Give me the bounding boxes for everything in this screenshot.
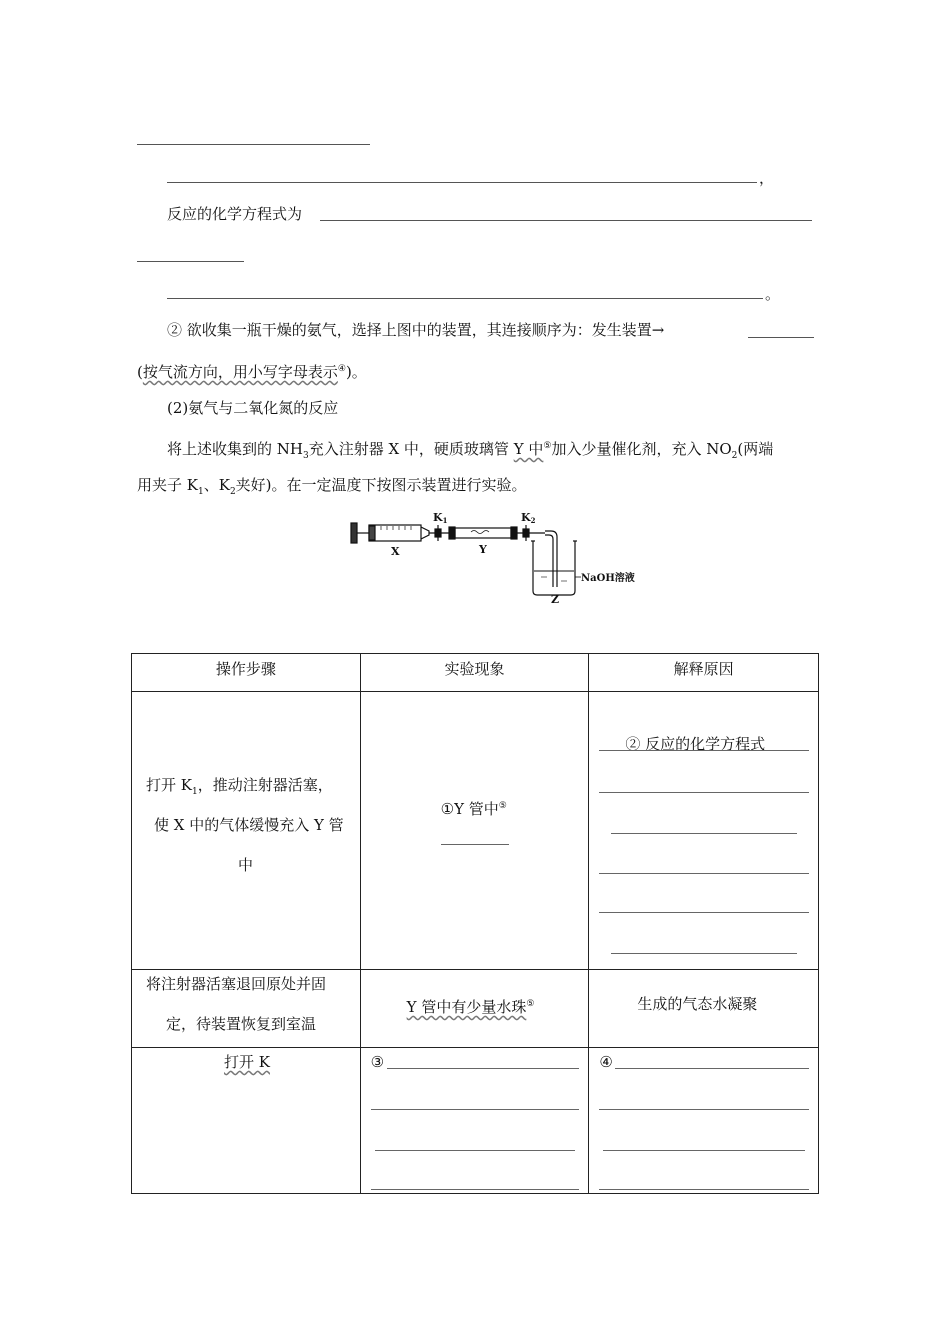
answer-blank-line[interactable] — [387, 1068, 579, 1069]
label-naoh: NaOH溶液 — [581, 573, 635, 584]
question-2-note: (按气流方向，用小写字母表示④)。 — [137, 363, 367, 381]
equation-blank-line-2[interactable] — [167, 298, 763, 299]
comma: ， — [759, 169, 775, 187]
paragraph-line-1: 将上述收集到的 $NH_3$充入注射器 X 中，硬质玻璃管 Y 中⑤加入少量催化剂，充入 $NO_2$(两端 — [167, 440, 774, 461]
label-z: Z — [551, 593, 560, 606]
answer-blank-line[interactable] — [371, 1189, 579, 1190]
answer-blank-line[interactable] — [599, 750, 809, 751]
equation-blank-line-cont[interactable] — [137, 261, 244, 262]
table-row — [132, 970, 819, 1048]
experiment-table — [131, 653, 819, 1194]
table-row — [132, 692, 819, 970]
header-cell: 实验现象 — [360, 654, 589, 692]
reason-cell: 生成的气态水凝聚 — [589, 970, 819, 1048]
beaker-z — [533, 541, 575, 595]
answer-blank-line[interactable] — [599, 1109, 809, 1110]
answer-blank-line[interactable] — [599, 912, 809, 913]
header-cell: 解释原因 — [589, 654, 819, 692]
phenomenon-cell: ③ — [360, 1048, 589, 1194]
label-k1: K1 — [433, 511, 448, 525]
apparatus-diagram — [345, 505, 645, 607]
answer-blank-line[interactable] — [615, 1068, 809, 1069]
equation-blank-line[interactable] — [320, 220, 812, 221]
paragraph-line-2: 用夹子 $K_1$、$K_2$夹好)。在一定温度下按图示装置进行实验。 — [137, 476, 527, 497]
label-y: Y — [479, 543, 487, 556]
answer-blank-line[interactable] — [371, 1109, 579, 1110]
answer-blank-line[interactable] — [375, 1150, 575, 1151]
answer-blank-line[interactable] — [167, 182, 757, 183]
glass-tube-y — [455, 528, 511, 538]
step-cell: 打开 $K_1$，推动注射器活塞， 使 X 中的气体缓慢充入 Y 管 中 — [132, 692, 361, 970]
answer-blank-line[interactable] — [137, 144, 370, 145]
header-cell: 操作步骤 — [132, 654, 361, 692]
question-2-text: ② 欲收集一瓶干燥的氨气，选择上图中的装置，其连接顺序为：发生装置→ — [167, 321, 665, 339]
answer-blank-line[interactable] — [611, 953, 797, 954]
answer-blank-line[interactable] — [441, 844, 509, 845]
answer-blank-line[interactable] — [599, 873, 809, 874]
step-cell: 打开 K — [132, 1048, 361, 1194]
table-header-row — [132, 654, 819, 692]
answer-blank-line[interactable] — [603, 1150, 805, 1151]
syringe-barrel — [369, 525, 421, 541]
equation-prompt: 反应的化学方程式为 — [167, 205, 303, 223]
answer-blank-line[interactable] — [599, 1189, 809, 1190]
period: 。 — [765, 285, 781, 303]
phenomenon-cell: Y 管中有少量水珠⑤ — [360, 970, 589, 1048]
phenomenon-cell: ①Y 管中⑤ — [360, 692, 589, 970]
label-x: X — [391, 545, 400, 558]
syringe-plunger-end — [351, 523, 357, 543]
reason-cell: ② 反应的化学方程式 — [589, 692, 819, 970]
answer-blank-line[interactable] — [611, 833, 797, 834]
connection-order-blank[interactable] — [748, 337, 814, 338]
syringe-piston — [369, 526, 375, 540]
reason-cell: ④ — [589, 1048, 819, 1194]
step-cell: 将注射器活塞退回原处并固 定，待装置恢复到室温 — [132, 970, 361, 1048]
label-k2: K2 — [521, 511, 536, 525]
section-title: (2)氨气与二氧化氮的反应 — [167, 399, 339, 417]
table-row — [132, 1048, 819, 1194]
answer-blank-line[interactable] — [599, 792, 809, 793]
